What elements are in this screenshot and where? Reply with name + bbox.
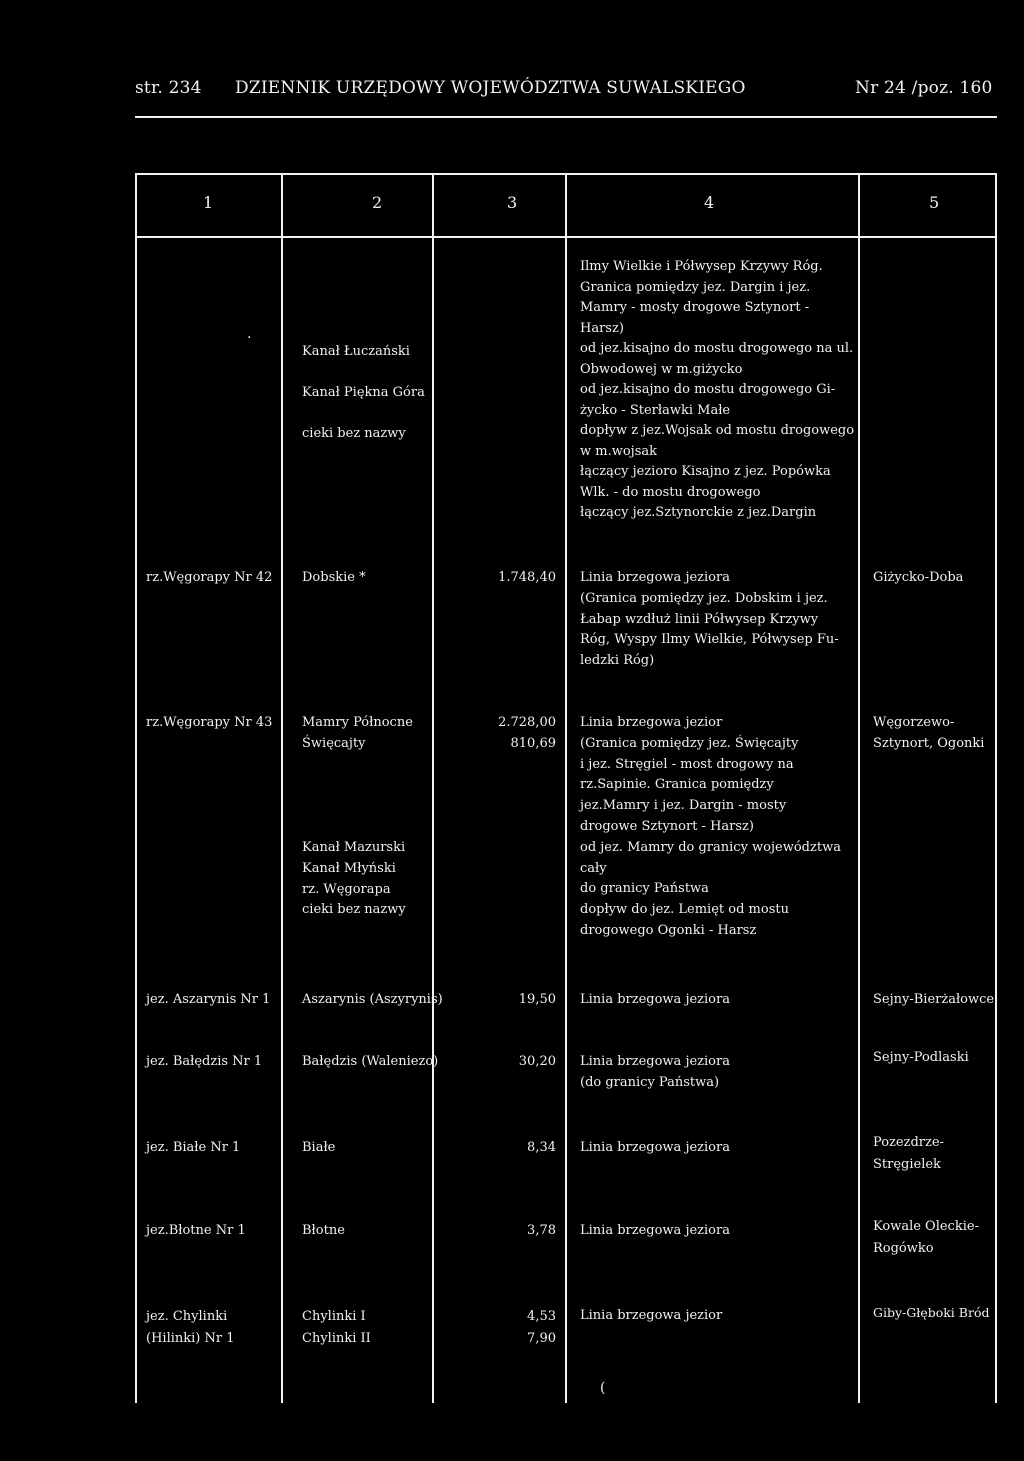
row-chylinki-col5: Giby-Głęboki Bród	[873, 1305, 990, 1320]
row-43-col3	[440, 713, 556, 755]
table-cell: (Hilinki) Nr 1	[146, 1331, 235, 1346]
row-aszarynis-col1: jez. Aszarynis Nr 1	[146, 992, 271, 1007]
table-cell: w m.wojsak	[580, 443, 658, 459]
row-42-col3: 1.748,40	[498, 570, 556, 585]
row-blotne-col2: Błotne	[302, 1223, 345, 1238]
stray-dot: .	[247, 326, 252, 342]
row-blotne-col5	[873, 1216, 979, 1260]
table-cell: 4,53	[527, 1309, 556, 1324]
row-chylinki-col3	[440, 1306, 556, 1350]
table-cell: Ilmy Wielkie i Półwysep Krzywy Róg.	[580, 259, 823, 274]
table-cell: Róg, Wyspy Ilmy Wielkie, Półwysep Fu-	[580, 632, 839, 648]
table-cell: łączący jez.Sztynorckie z jez.Dargin	[580, 505, 817, 520]
row-biale-col1: jez. Białe Nr 1	[146, 1140, 241, 1155]
footer-mark: (	[600, 1380, 606, 1396]
column-divider-1	[281, 173, 283, 1403]
table-cell: Kanał Łuczański	[302, 344, 410, 359]
table-right-border	[995, 173, 997, 1403]
row-43-col1: rz.Węgorapy Nr 43	[146, 715, 273, 730]
table-cell: Łabap wzdłuż linii Półwysep Krzywy	[580, 611, 819, 627]
table-cell: i jez. Stręgiel - most drogowy na	[580, 756, 794, 772]
table-cell: Linia brzegowa jezior	[580, 715, 723, 730]
row-biale-col2: Białe	[302, 1140, 336, 1155]
table-cell: jez.Mamry i jez. Dargin - mosty	[580, 798, 787, 814]
table-cell: do granicy Państwa	[580, 881, 709, 897]
table-cell: drogowego Ogonki - Harsz	[580, 922, 757, 938]
table-cell: 810,69	[510, 735, 556, 751]
column-divider-2	[432, 173, 434, 1403]
table-cell: Mamry - mosty drogowe Sztynort -	[580, 300, 810, 315]
row-baledzis-col3: 30,20	[518, 1054, 556, 1069]
row-aszarynis-col2: Aszarynis (Aszyrynis)	[302, 992, 443, 1007]
row-biale-col3: 8,34	[527, 1140, 556, 1155]
table-cell: od jez.kisajno do mostu drogowego Gi-	[580, 382, 836, 397]
table-cell: Kanał Mazurski	[302, 840, 406, 855]
table-cell: Kanał Piękna Góra	[302, 385, 425, 400]
table-cell: Pozezdrze-	[873, 1135, 944, 1150]
row-baledzis-col4	[580, 1052, 730, 1094]
row-biale-col4: Linia brzegowa jeziora	[580, 1140, 730, 1155]
table-cell: cieki bez nazwy	[302, 426, 406, 441]
column-number-2: 2	[372, 193, 383, 212]
row-blotne-col4: Linia brzegowa jeziora	[580, 1223, 730, 1238]
table-cell: Mamry Północne	[302, 715, 413, 730]
table-cell: Stręgielek	[873, 1157, 941, 1172]
column-number-1: 1	[203, 193, 214, 212]
row-43-col4	[580, 713, 841, 942]
table-cell: Linia brzegowa jeziora	[580, 1054, 730, 1069]
row-baledzis-col1: jez. Bałędzis Nr 1	[146, 1054, 263, 1069]
column-divider-3	[565, 173, 567, 1403]
table-cell: Kanał Młyński	[302, 860, 396, 876]
row-42-col5: Giżycko-Doba	[873, 570, 964, 585]
row-43-col2	[302, 713, 413, 755]
row-baledzis-col5: Sejny-Podlaski	[873, 1050, 969, 1065]
row-aszarynis-col5: Sejny-Bierżałowce	[873, 992, 995, 1007]
row-aszarynis-col4: Linia brzegowa jeziora	[580, 992, 730, 1007]
row-biale-col5	[873, 1132, 944, 1176]
table-cell: Chylinki II	[302, 1331, 371, 1346]
table-cell: łączący jezioro Kisajno z jez. Popówka	[580, 464, 831, 479]
row-chylinki-col4: Linia brzegowa jezior	[580, 1308, 723, 1323]
issue-number: Nr 24 /poz. 160	[855, 78, 993, 98]
row-42-col2: Dobskie *	[302, 570, 366, 585]
table-cell: Harsz)	[580, 320, 624, 336]
table-cell: Chylinki I	[302, 1309, 366, 1324]
column-number-5: 5	[929, 193, 940, 212]
table-cell: dopływ do jez. Lemięt od mostu	[580, 902, 789, 918]
page-number: str. 234	[135, 78, 202, 98]
row-42-col1: rz.Węgorapy Nr 42	[146, 570, 273, 585]
continuation-col2	[302, 342, 425, 445]
table-cell: Kowale Oleckie-	[873, 1219, 979, 1234]
row-chylinki-col1	[146, 1306, 235, 1350]
row-43-col2b	[302, 838, 406, 921]
table-cell: drogowe Sztynort - Harsz)	[580, 818, 754, 834]
table-cell: 2.728,00	[498, 715, 556, 730]
table-cell: Rogówko	[873, 1241, 934, 1256]
row-baledzis-col2: Bałędzis (Waleniezo)	[302, 1054, 439, 1069]
column-divider-4	[858, 173, 860, 1403]
column-number-3: 3	[507, 193, 518, 212]
table-cell: 7,90	[527, 1331, 556, 1346]
table-cell: Linia brzegowa jeziora	[580, 570, 730, 585]
table-cell: ledzki Róg)	[580, 653, 655, 669]
journal-title: DZIENNIK URZĘDOWY WOJEWÓDZTWA SUWALSKIEGO	[235, 78, 746, 98]
continuation-col4	[580, 257, 854, 524]
row-chylinki-col2	[302, 1306, 371, 1350]
table-cell: jez. Chylinki	[146, 1309, 228, 1324]
row-blotne-col1: jez.Błotne Nr 1	[146, 1223, 246, 1238]
table-cell: rz. Węgorapa	[302, 881, 391, 897]
table-cell: dopływ z jez.Wojsak od mostu drogowego	[580, 423, 855, 438]
header-rule	[135, 116, 997, 118]
table-cell: od jez. Mamry do granicy województwa	[580, 839, 841, 855]
row-blotne-col3: 3,78	[527, 1223, 556, 1238]
table-cell: Obwodowej w m.giżycko	[580, 361, 743, 377]
table-cell: od jez.kisajno do mostu drogowego na ul.	[580, 341, 854, 356]
row-aszarynis-col3: 19,50	[518, 992, 556, 1007]
table-cell: życko - Sterławki Małe	[580, 402, 731, 418]
table-cell: cały	[580, 860, 607, 876]
table-cell: Sztynort, Ogonki	[873, 735, 985, 751]
table-cell: Węgorzewo-	[873, 715, 955, 730]
table-cell: rz.Sapinie. Granica pomiędzy	[580, 777, 774, 793]
row-42-col4	[580, 568, 839, 672]
column-number-4: 4	[704, 193, 715, 212]
table-cell: (do granicy Państwa)	[580, 1074, 720, 1090]
table-cell: cieki bez nazwy	[302, 902, 406, 918]
table-cell: Wlk. - do mostu drogowego	[580, 484, 761, 500]
table-cell: (Granica pomiędzy jez. Święcajty	[580, 735, 799, 751]
table-left-border	[135, 173, 137, 1403]
table-cell: Święcajty	[302, 735, 366, 751]
table-cell: (Granica pomiędzy jez. Dobskim i jez.	[580, 590, 828, 606]
table-cell: Granica pomiędzy jez. Dargin i jez.	[580, 279, 811, 295]
row-43-col5	[873, 713, 984, 755]
